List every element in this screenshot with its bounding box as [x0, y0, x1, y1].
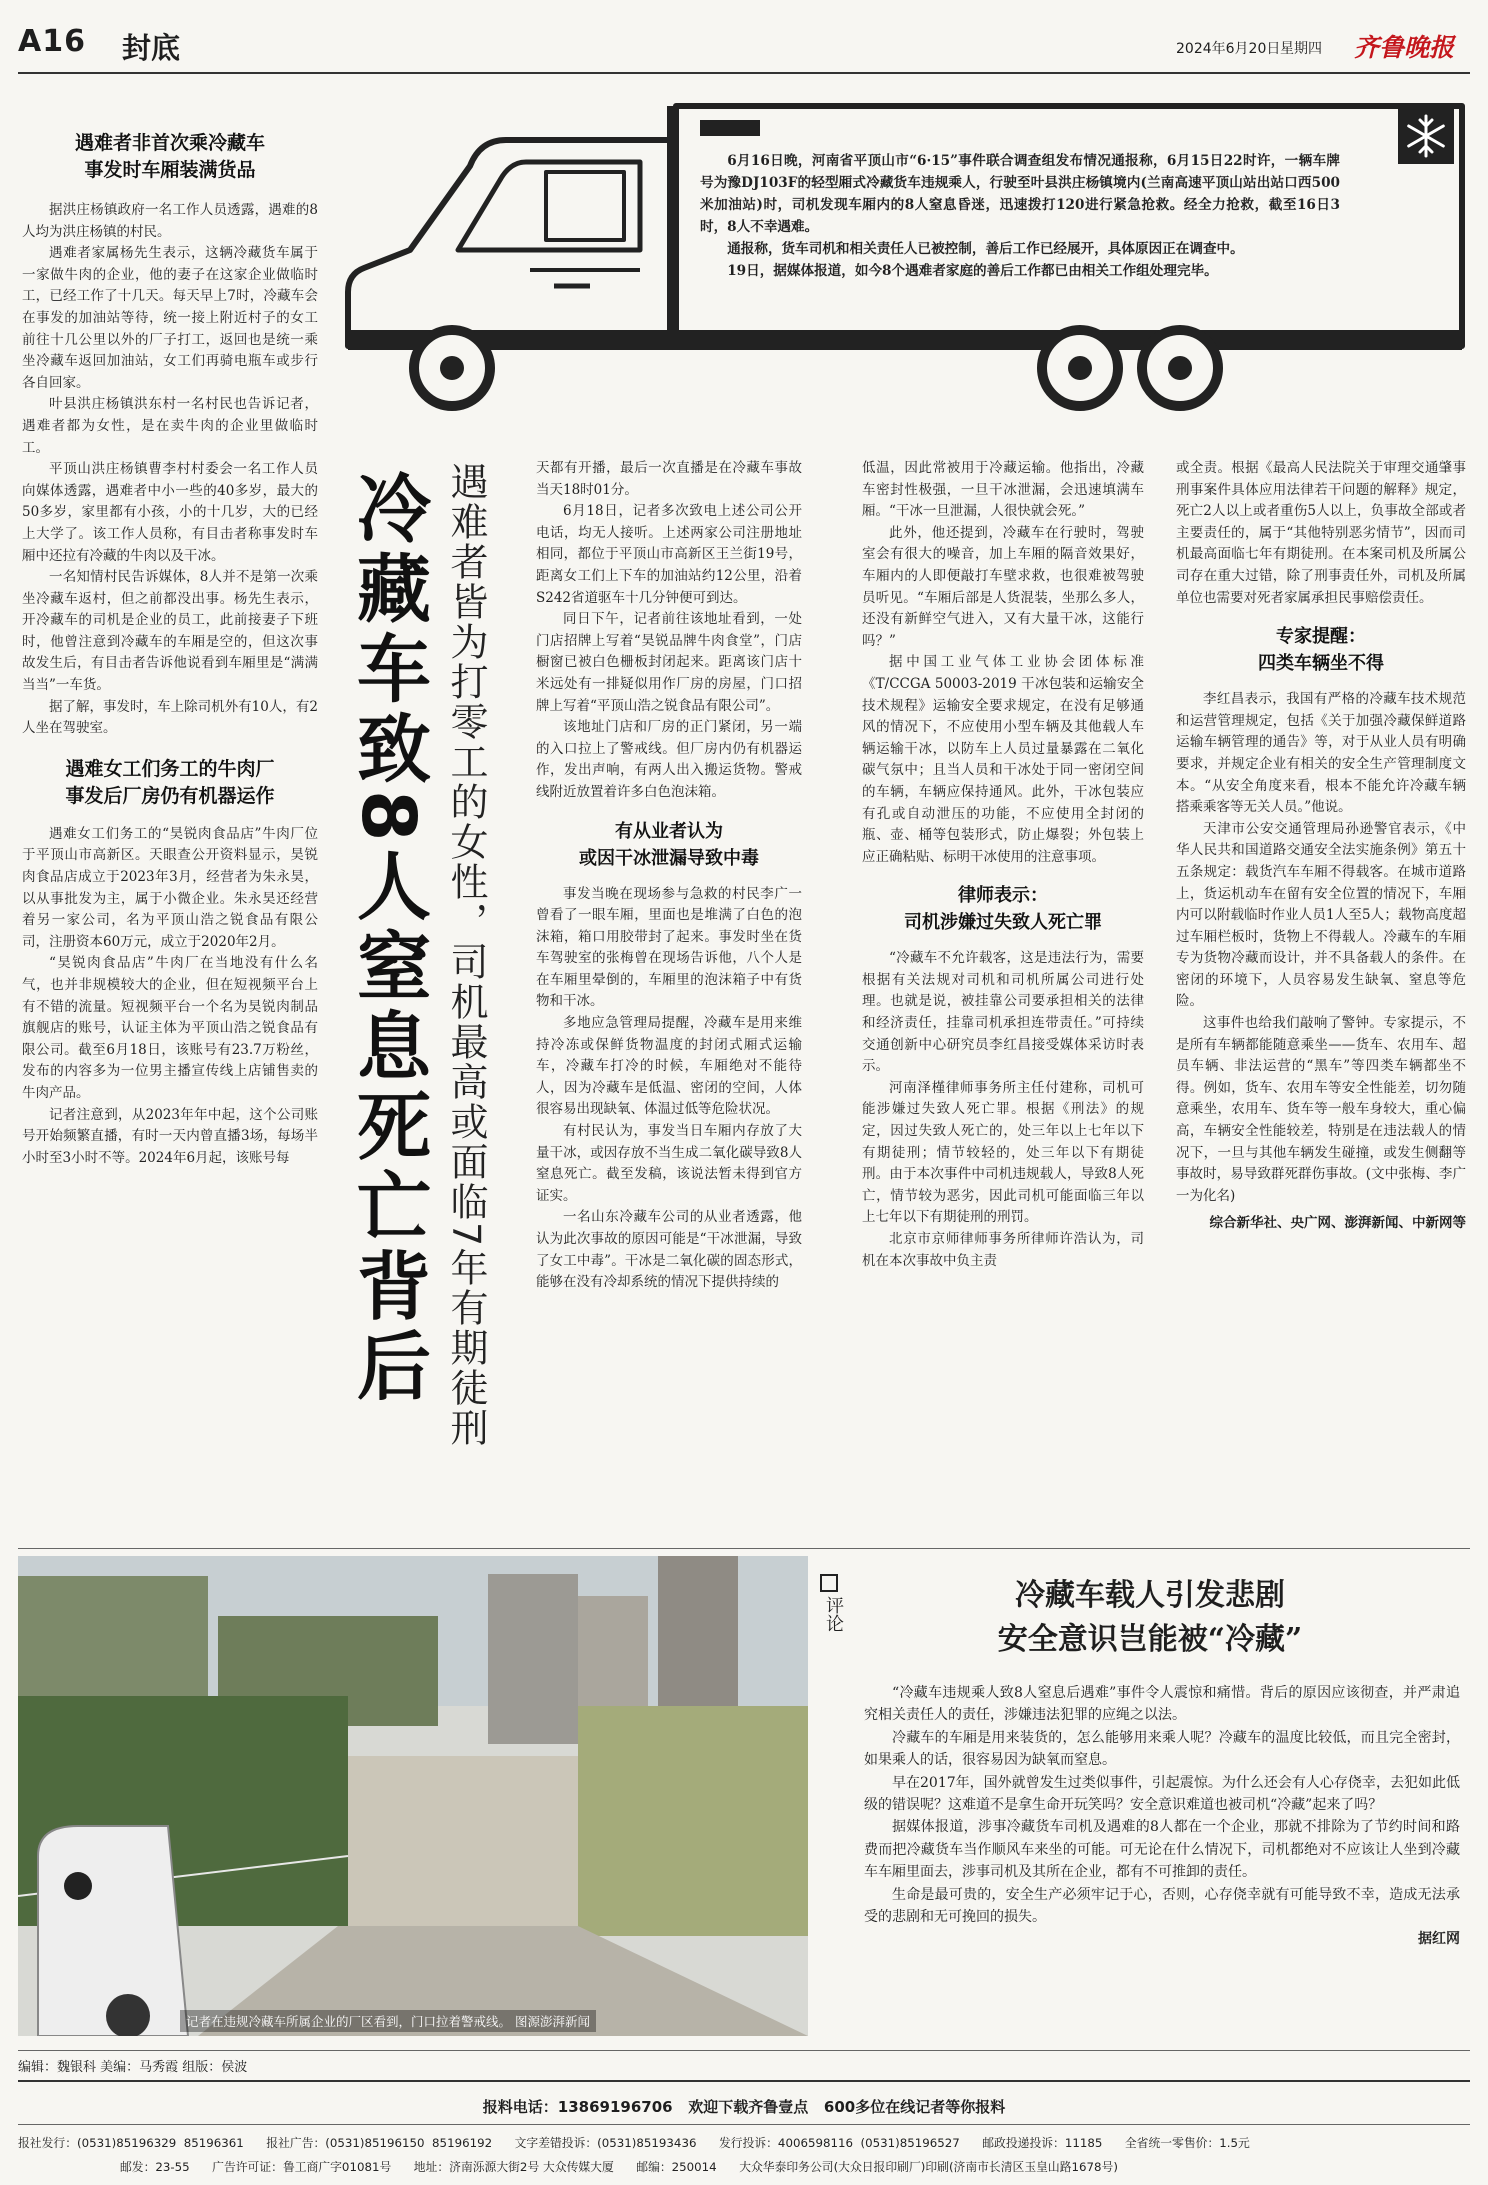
header-rule [18, 72, 1470, 74]
main-headline: 冷藏车致8人窒息死亡背后 [345, 470, 431, 1408]
paragraph: 据洪庄杨镇政府一名工作人员透露，遇难的8人均为洪庄杨镇的村民。 [22, 202, 318, 240]
issue-date: 2024年6月20日 [1176, 41, 1281, 57]
subhead-5: 专家提醒： 四类车辆坐不得 [1258, 626, 1384, 675]
column-4-body-b [862, 948, 1144, 1272]
comment-title-line-2: 安全意识岂能被“冷藏” [997, 1622, 1303, 1657]
paragraph: 6月18日，记者多次致电上述公司公开电话，均无人接听。上述两家公司注册地址相同，都位于平顶山市高新区王兰街19号，距离女工们上下车的加油站约12公里，沿着S242省道驱车十几分钟便可到达。 [536, 503, 802, 606]
footer-contact-line-2: 邮发：23-55 广告许可证：鲁工商广字01081号 地址：济南泺源大街2号 大众传媒大厦 邮编：250014 大众华泰印务公司(大众日报印刷厂)印刷(济南市长清区玉皇山路1678号) [120, 2160, 1118, 2174]
paragraph: 遇难者家属杨先生表示，这辆冷藏货车属于一家做牛肉的企业，他的妻子在这家企业做临时工，已经工作了十几天。每天早上7时，冷藏车会在事发的加油站等待，统一接上附近村子的女工前往十几公里以外的厂子打工，返回也是统一乘坐冷藏车返回加油站，女工们再骑电瓶车或步行各自回家。 [22, 245, 318, 391]
paragraph: 此外，他还提到，冷藏车在行驶时，驾驶室会有很大的噪音，加上车厢的隔音效果好，车厢内的人即便敲打车壁求救，也很难被驾驶员听见。“车厢后部是人货混装，坐那么多人，还没有新鲜空气进入，又有大量干冰，这能行吗？” [862, 524, 1144, 649]
comment-title [880, 1574, 1420, 1662]
comment-tag-label: 评论 [823, 1596, 844, 1632]
paragraph: 这事件也给我们敲响了警钟。专家提示，不是所有车辆都能随意乘坐——货车、农用车、超员车辆、非法运营的“黑车”等四类车辆都坐不得。例如，货车、农用车等安全性能差，切勿随意乘坐，农用车、货车等一般车身较大，重心偏高，车辆安全性能较差，特别是在违法载人的情况下，一旦与其他车辆发生碰撞，或发生侧翻等事故时，易导致群死群伤事故。(文中张梅、李广一为化名) [1176, 1015, 1466, 1204]
subhead-1: 遇难者非首次乘冷藏车 事发时车厢装满货品 [74, 132, 265, 181]
truck-box-paragraph: 19日，据媒体报道，如今8个遇难者家庭的善后工作都已由相关工作组处理完毕。 [727, 263, 1218, 279]
paragraph: 据中国工业气体工业协会团体标准《T/CCGA 50003-2019 干冰包装和运输安全技术规程》运输安全要求规定，在没有足够通风的情况下，不应使用小型车辆及其他载人车辆运输干冰，以防车上人员过量暴露在二氧化碳气氛中；且当人员和干冰处于同一密闭空间的车辆，车辆应保持通风。此外，干冰包装应有孔或自动泄压的功能，不应使用全封闭的瓶、壶、桶等包装形式，防止爆裂；外包装上应正确粘贴、标明干冰使用的注意事项。 [862, 654, 1144, 865]
issue-weekday: 星期四 [1280, 41, 1322, 57]
comment-source: 据红网 [1418, 1931, 1460, 1948]
paragraph: 据了解，事发时，车上除司机外有10人，有2人坐在驾驶室。 [22, 698, 318, 737]
paragraph: 天津市公安交通管理局孙逊警官表示，《中华人民共和国道路交通安全法实施条例》第五十五条规定：载货汽车车厢不得载客。在城市道路上，货运机动车在留有安全位置的情况下，车厢内可以附载临时作业人员1人至5人；载物高度超过车厢栏板时，货物上不得载人。冷藏车的车厢专为货物冷藏而设计，并不具备载人的条件。在密闭的环境下，人员容易发生缺氧、窒息等危险。 [1176, 820, 1466, 1010]
page-number: A16 [18, 24, 86, 59]
paragraph: 遇难女工们务工的“昊锐肉食品店”牛肉厂位于平顶山市高新区。天眼查公开资料显示，昊锐肉食品店成立于2023年3月，经营者为朱永昊，以从事批发为主，属于小微企业。朱永昊还经营着另一家公司，名为平顶山浩之锐食品有限公司，注册资本60万元，成立于2020年2月。 [22, 825, 318, 950]
source-credit: 综合新华社、央广网、澎湃新闻、中新网等 [1209, 1215, 1466, 1232]
comment-title-line-1: 冷藏车载人引发悲剧 [1015, 1578, 1285, 1613]
comment-paragraph: “冷藏车违规乘人致8人窒息后遇难”事件令人震惊和痛惜。背后的原因应该彻查，并严肃追究相关责任人的责任，涉嫌违法犯罪的应绳之以法。 [864, 1685, 1460, 1724]
column-1-body-a [22, 200, 318, 740]
column-5-body-a [1176, 458, 1466, 609]
footer-rule [18, 2080, 1470, 2082]
snowflake-icon [1398, 108, 1454, 164]
column-3-body-b [536, 884, 802, 1294]
comment-box [820, 1556, 1470, 2036]
column-1-body-b [22, 824, 318, 1170]
comment-tag-mark [820, 1574, 838, 1592]
editor-credits: 编辑：魏银科 美编：马秀霞 组版：侯波 [18, 2060, 248, 2075]
column-3 [536, 458, 802, 1522]
paragraph: 天都有开播，最后一次直播是在冷藏车事故当天18时01分。 [536, 460, 802, 498]
page-header [18, 24, 1470, 64]
truck-box-paragraph: 6月16日晚，河南省平顶山市“6·15”事件联合调查组发布情况通报称，6月15日22时许，一辆车牌号为豫DJ103F的轻型厢式冷藏货车违规乘人，行驶至叶县洪庄杨镇境内(兰南高速平顶山站出站口西500米加油站)时，司机发现车厢内的8人窒息昏迷，迅速拨打120进行紧急抢救。经全力抢救，截至16日3时，8人不幸遇难。 [700, 153, 1340, 235]
paragraph: 河南泽槿律师事务所主任付建称，司机可能涉嫌过失致人死亡罪。根据《刑法》的规定，因过失致人死亡的，处三年以上七年以下有期徒刑；情节较轻的，处三年以下有期徒刑。由于本次事件中司机违规载人，导致8人死亡，情节较为恶劣，因此司机可能面临三年以上七年以下有期徒刑的刑罚。 [862, 1079, 1144, 1226]
report-hotline: 报料电话：13869196706 欢迎下载齐鲁壹点 600多位在线记者等你报料 [482, 2098, 1006, 2116]
subhead-2: 遇难女工们务工的牛肉厂 事发后厂房仍有机器运作 [65, 757, 275, 807]
section-name: 封底 [122, 31, 181, 65]
paragraph: 北京市京师律师事务所律师许浩认为，司机在本次事故中负主责 [862, 1231, 1144, 1269]
footer-contact-line-1: 报社发行：(0531)85196329 85196361 报社广告：(0531)85196150 85196192 文字差错投诉：(0531)85193436 发行投诉：4006598116 (0531)85196527 邮政投递投诉：11185 全省统一零售价：1.5元 [18, 2136, 1250, 2150]
paragraph: 或全责。根据《最高人民法院关于审理交通肇事刑事案件具体应用法律若干问题的解释》规定，死亡2人以上或者重伤5人以上，负事故全部或者主要责任的，属于“其他特别恶劣情节”，因而司机最高面临七年有期徒刑。在本案司机及所属公司存在重大过错，除了刑事责任外，司机及所属单位也需要对死者家属承担民事赔偿责任。 [1176, 460, 1466, 606]
paragraph: 同日下午，记者前往该地址看到，一处门店招牌上写着“昊锐品牌牛肉食堂”，门店橱窗已被白色栅板封闭起来。距离该门店十米远处有一排疑似用作厂房的房屋，门口招牌上写着“平顶山浩之锐食品有限公司”。 [536, 611, 802, 714]
scene-photo [18, 1556, 808, 2036]
footer-rule-top [18, 2050, 1470, 2051]
paragraph: 多地应急管理局提醒，冷藏车是用来维持冷冻或保鲜货物温度的封闭式厢式运输车，冷藏车打冷的时候，车厢绝对不能待人，因为冷藏车是低温、密闭的空间，人体很容易出现缺氧、体温过低等危险状况。 [536, 1015, 802, 1118]
subhead-4: 律师表示： 司机涉嫌过失致人死亡罪 [904, 885, 1102, 934]
column-4-body-a [862, 458, 1144, 868]
comment-paragraph: 据媒体报道，涉事冷藏货车司机及遇难的8人都在一个企业，那就不排除为了节约时间和路费而把冷藏货车当作顺风车来坐的可能。可无论在什么情况下，司机都绝对不应该让人坐到冷藏车车厢里面去，涉事司机及其所在企业，都有不可推卸的责任。 [864, 1819, 1460, 1881]
comment-body [864, 1682, 1460, 1951]
paragraph: 有村民认为，事发当日车厢内存放了大量干冰，或因存放不当生成二氧化碳导致8人窒息死亡。截至发稿，该说法暂未得到官方证实。 [536, 1123, 802, 1204]
photo-top-rule [18, 1548, 1470, 1549]
footer-rule-2 [18, 2124, 1470, 2125]
paragraph: 事发当晚在现场参与急救的村民李广一曾看了一眼车厢，里面也是堆满了白色的泡沫箱，箱口用胶带封了起来。事发时坐在货车驾驶室的张梅曾在现场告诉他，八个人是在车厢里晕倒的，车厢里的泡沫箱子中有货物和干冰。 [536, 885, 802, 1010]
paragraph: 该地址门店和厂房的正门紧闭，另一端的入口拉上了警戒线。但厂房内仍有机器运作，发出声响，有两人出入搬运货物。警戒线附近放置着许多白色泡沫箱。 [536, 719, 802, 800]
paper-logo: 齐鲁晚报 [1354, 33, 1455, 62]
truck-box-text [700, 150, 1340, 282]
photo-caption: 记者在违规冷藏车所属企业的厂区看到，门口拉着警戒线。 图源澎湃新闻 [180, 2010, 596, 2032]
sub-headline: 遇难者皆为打零工的女性，司机最高或面临7年有期徒刑 [444, 462, 488, 1449]
paragraph: 平顶山洪庄杨镇曹李村村委会一名工作人员向媒体透露，遇难者中小一些的40多岁，最大的50多岁，家里都有小孩，小的十几岁，大的已经上大学了。该工作人员称，有目击者称事发时车厢中还拉有冷藏的牛肉以及干冰。 [22, 461, 318, 564]
column-5-body-b [1176, 689, 1466, 1207]
comment-paragraph: 生命是最可贵的，安全生产必须牢记于心，否则，心存侥幸就有可能导致不幸，造成无法承受的悲剧和无可挽回的损失。 [864, 1886, 1460, 1926]
subhead-3: 有从业者认为 或因干冰泄漏导致中毒 [579, 820, 759, 869]
paragraph: 记者注意到，从2023年年中起，这个公司账号开始频繁直播，有时一天内曾直播3场，每场半小时至3小时不等。2024年6月起，该账号每 [22, 1106, 318, 1166]
paragraph: “冷藏车不允许载客，这是违法行为，需要根据有关法规对司机和司机所属公司进行处理。也就是说，被挂靠公司要承担相关的法律和经济责任，挂靠司机承担连带责任。”可持续交通创新中心研究员李红昌接受媒体采访时表示。 [862, 950, 1144, 1075]
paragraph: 李红昌表示，我国有严格的冷藏车技术规范和运营管理规定，包括《关于加强冷藏保鲜道路运输车辆管理的通告》等，对于从业人员有明确要求，并规定企业有相关的安全生产管理制度文本。“从安全角度来看，根本不能允许冷藏车辆搭乘乘客等无关人员。”他说。 [1176, 691, 1466, 816]
comment-paragraph: 冷藏车的车厢是用来装货的，怎么能够用来乘人呢？冷藏车的温度比较低，而且完全密封，如果乘人的话，很容易因为缺氧而窒息。 [864, 1729, 1460, 1769]
paragraph: 叶县洪庄杨镇洪东村一名村民也告诉记者，遇难者都为女性，是在卖牛肉的企业里做临时工。 [22, 396, 318, 456]
paragraph: 低温，因此常被用于冷藏运输。他指出，冷藏车密封性极强，一旦干冰泄漏，会迅速填满车厢。“干冰一旦泄漏，人很快就会死。” [862, 460, 1144, 520]
paragraph: 一名山东冷藏车公司的从业者透露，他认为此次事故的原因可能是“干冰泄漏，导致了女工中毒”。干冰是二氧化碳的固态形式，能够在没有冷却系统的情况下提供持续的 [536, 1209, 802, 1291]
paragraph: 一名知情村民告诉媒体，8人并不是第一次乘坐冷藏车返村，但之前都没出事。杨先生表示，开冷藏车的司机是企业的员工，此前接妻子下班时，他曾注意到冷藏车的车厢是空的，但这次事故发生后，有目击者告诉他说看到车厢里是“满满当当”一车货。 [22, 569, 318, 694]
comment-tag [820, 1574, 844, 1632]
paragraph: “昊锐肉食品店”牛肉厂在当地没有什么名气，也并非规模较大的企业，但在短视频平台上有不错的流量。短视频平台一个名为昊锐肉制品旗舰店的账号，认证主体为平顶山浩之锐食品有限公司。截至6月18日，该账号有23.7万粉丝，发布的内容多为一位男主播宣传线上店铺售卖的牛肉产品。 [22, 955, 318, 1101]
comment-paragraph: 早在2017年，国外就曾发生过类似事件，引起震惊。为什么还会有人心存侥幸，去犯如此低级的错误呢？这难道不是拿生命开玩笑吗？安全意识难道也被司机“冷藏”起来了吗？ [864, 1774, 1460, 1814]
column-5 [1176, 458, 1466, 1522]
column-3-body-a [536, 458, 802, 804]
column-1 [22, 130, 318, 1514]
truck-box-paragraph: 通报称，货车司机和相关责任人已被控制，善后工作已经展开，具体原因正在调查中。 [727, 241, 1244, 257]
column-4 [862, 458, 1144, 1522]
